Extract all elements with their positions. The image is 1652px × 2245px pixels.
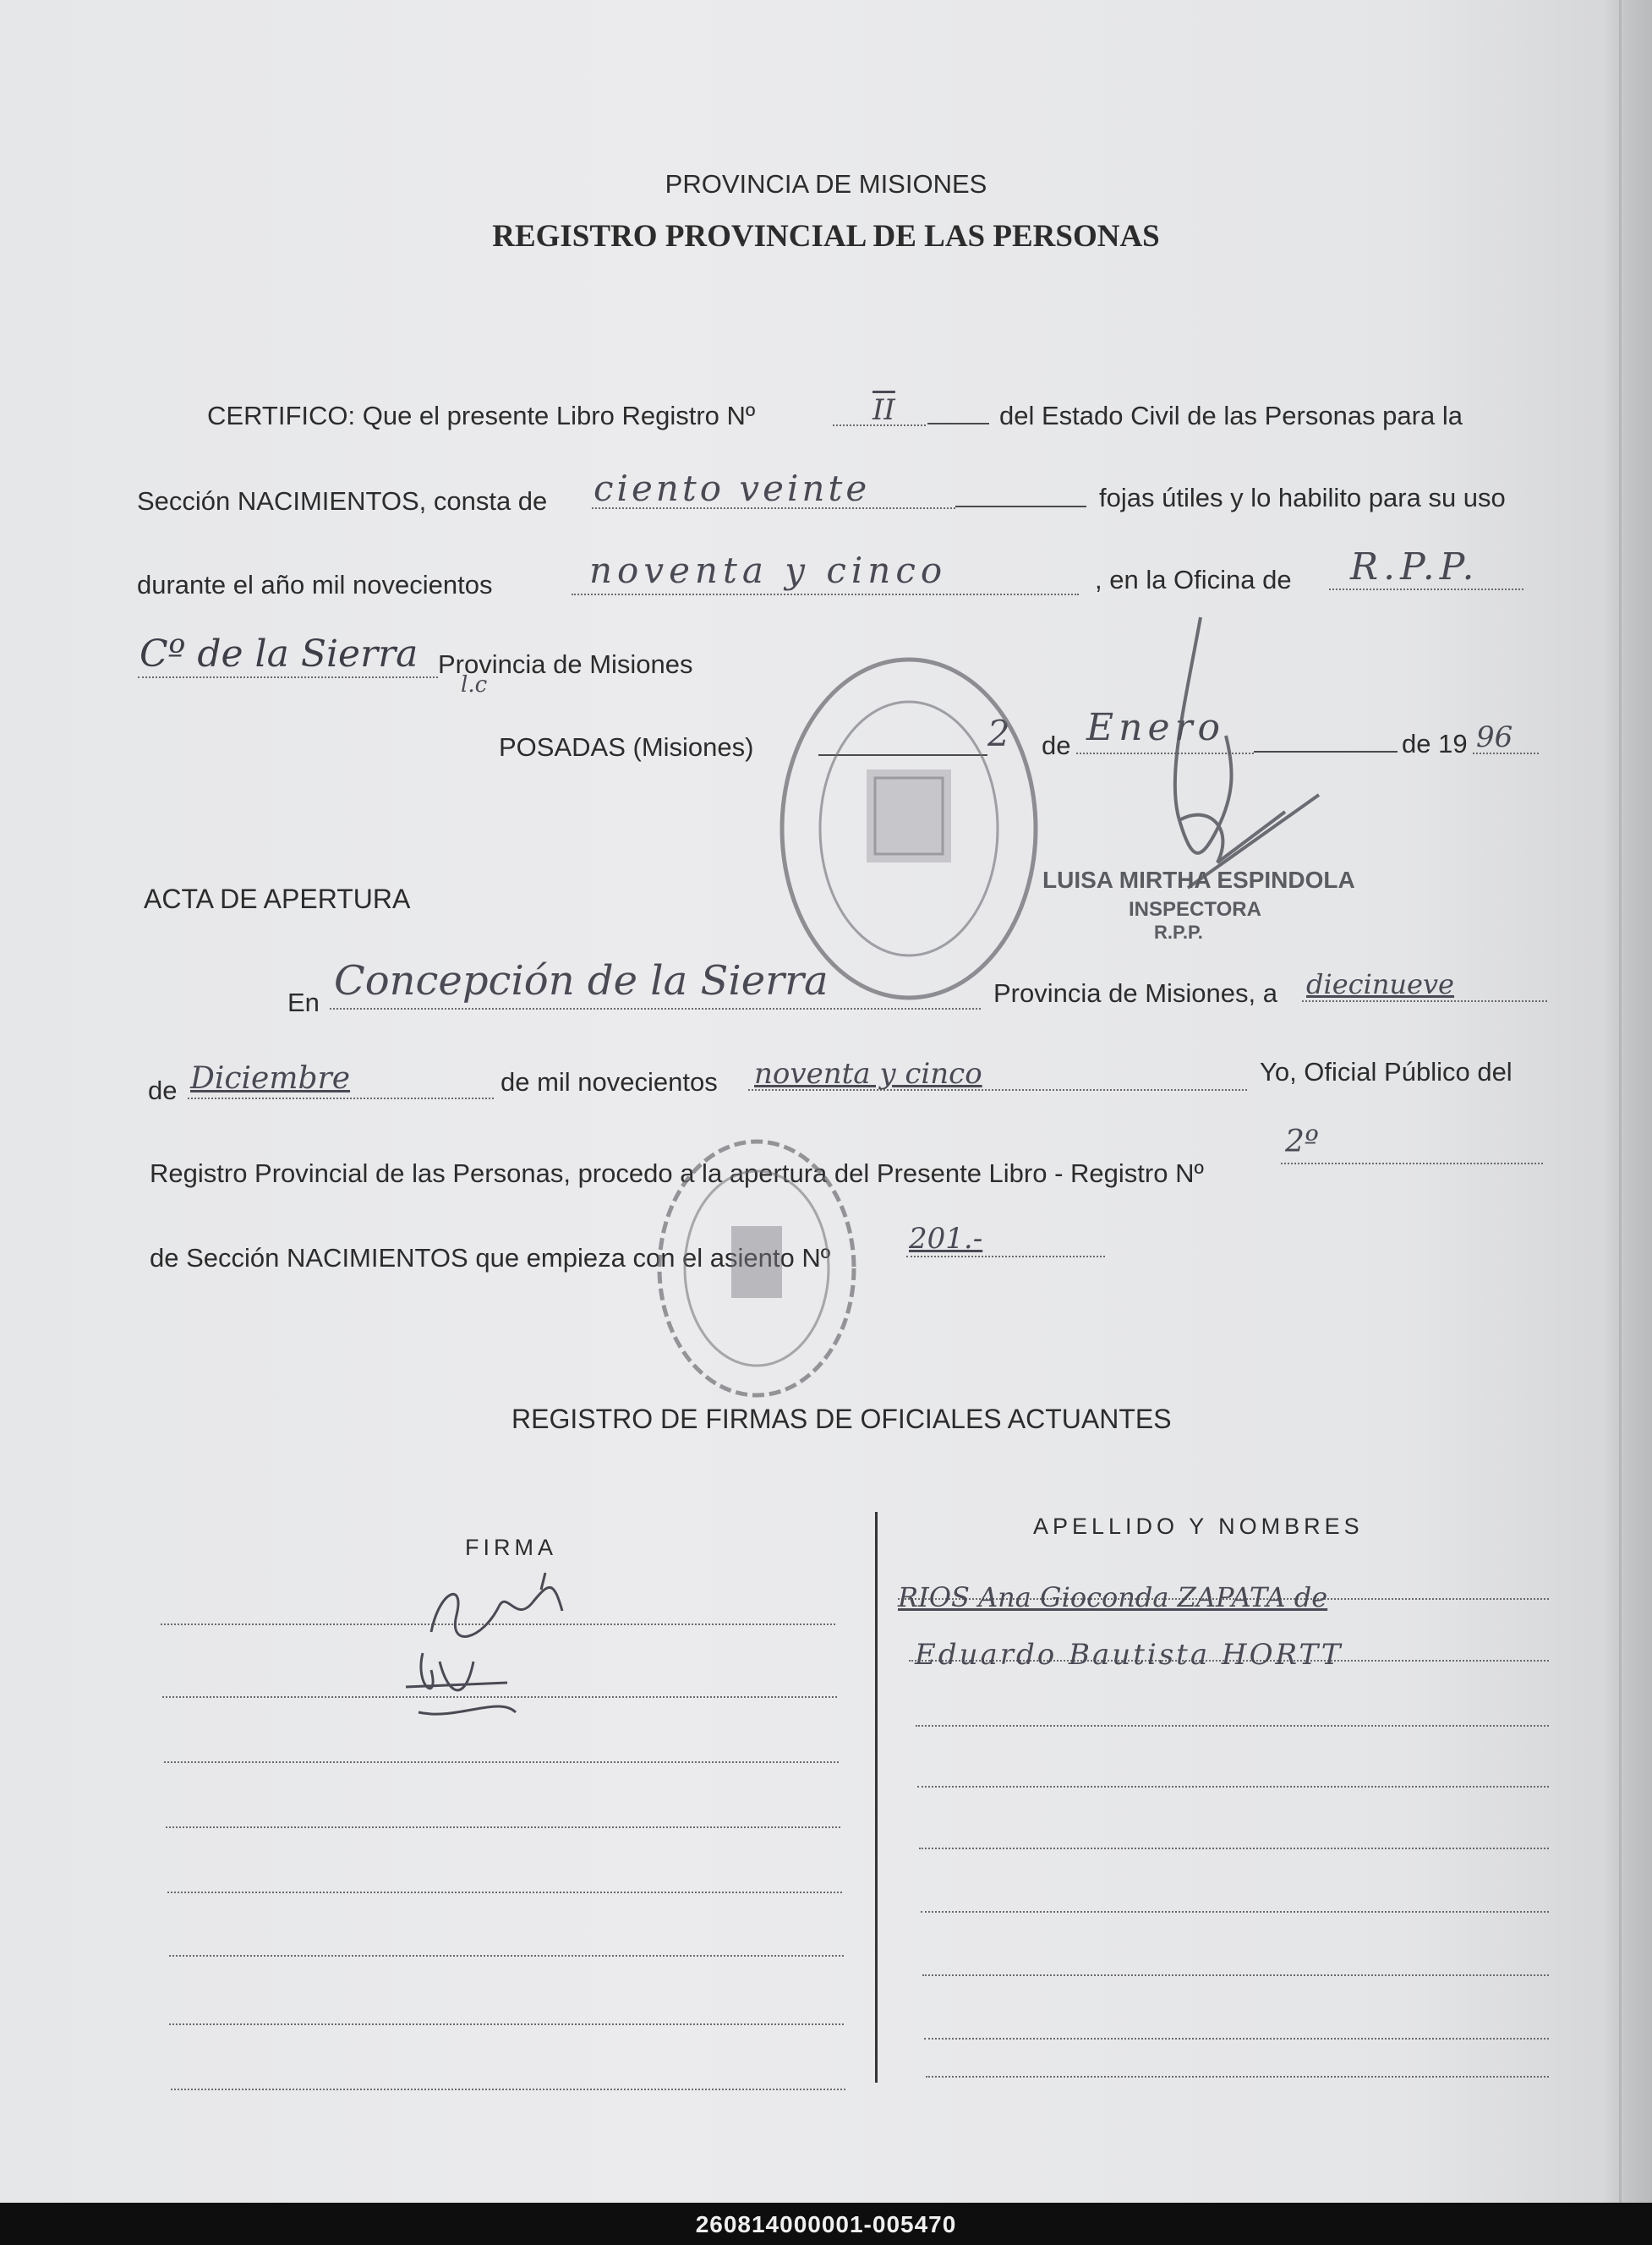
cert-line2-suffix: fojas útiles y lo habilito para su uso bbox=[1099, 483, 1506, 512]
names-row-3 bbox=[916, 1725, 1549, 1727]
acta-officer-label: Yo, Oficial Público del bbox=[1260, 1057, 1513, 1087]
locality-value: Cº de la Sierra bbox=[139, 632, 418, 676]
acta-en-label: En bbox=[287, 988, 320, 1017]
acta-line4: de Sección NACIMIENTOS que empieza con el asiento Nº bbox=[150, 1243, 831, 1273]
names-row-1-value: RIOS Ana Gioconda ZAPATA de bbox=[898, 1581, 1328, 1613]
acta-month-line bbox=[188, 1098, 494, 1099]
year-suffix-value: 96 bbox=[1476, 720, 1513, 754]
acta-year-value: noventa y cinco bbox=[754, 1057, 982, 1091]
office-round-stamp bbox=[643, 1125, 871, 1412]
acta-title: ACTA DE APERTURA bbox=[144, 884, 411, 914]
month-value: Enero bbox=[1086, 706, 1226, 749]
acta-book-value: 2º bbox=[1285, 1125, 1319, 1159]
firma-signature-2 bbox=[372, 1636, 541, 1729]
year-words-value: noventa y cinco bbox=[589, 550, 948, 591]
signatures-title: REGISTRO DE FIRMAS DE OFICIALES ACTUANTES bbox=[511, 1404, 1172, 1434]
firma-row-7 bbox=[169, 2023, 844, 2025]
office-value: R.P.P. bbox=[1350, 545, 1480, 589]
folios-line-solid bbox=[955, 506, 1086, 507]
col-names-header: APELLIDO Y NOMBRES bbox=[1033, 1514, 1364, 1539]
office-line bbox=[1329, 589, 1523, 590]
acta-month-value: Diciembre bbox=[190, 1061, 351, 1096]
cert-line1-prefix: CERTIFICO: Que el presente Libro Registro Nº bbox=[207, 401, 756, 430]
book-number-line-solid bbox=[927, 423, 989, 424]
cert-line1-suffix: del Estado Civil de las Personas para la bbox=[999, 401, 1463, 430]
book-number-value: $\overline{II}$ bbox=[872, 393, 895, 427]
year-prefix-label: de 19 bbox=[1402, 729, 1468, 758]
folios-value: ciento veinte bbox=[594, 468, 871, 509]
acta-place-line bbox=[330, 1008, 981, 1010]
names-row-6 bbox=[921, 1911, 1549, 1913]
firma-row-5 bbox=[167, 1892, 842, 1893]
acta-day-line bbox=[1302, 1000, 1547, 1002]
acta-book-line bbox=[1281, 1163, 1543, 1164]
names-row-8 bbox=[924, 2038, 1549, 2040]
acta-place-value: Concepción de la Sierra bbox=[334, 957, 829, 1005]
cert-line3-mid: , en la Oficina de bbox=[1095, 565, 1292, 594]
locality-note: l.c bbox=[461, 672, 488, 698]
inspector-org: R.P.P. bbox=[1154, 922, 1203, 943]
names-row-5 bbox=[919, 1848, 1549, 1849]
names-row-2-value: Eduardo Bautista HORTT bbox=[915, 1638, 1343, 1672]
names-row-4 bbox=[917, 1786, 1549, 1788]
cert-line2-prefix: Sección NACIMIENTOS, consta de bbox=[137, 486, 548, 516]
firma-row-6 bbox=[169, 1955, 844, 1957]
names-row-9 bbox=[926, 2076, 1549, 2078]
acta-line3: Registro Provincial de las Personas, procedo a la apertura del Presente Libro - Registro Nº bbox=[150, 1158, 1204, 1188]
firma-row-4 bbox=[166, 1826, 840, 1828]
col-firma-header: FIRMA bbox=[465, 1535, 557, 1560]
locality-line bbox=[138, 676, 438, 678]
acta-mil-label: de mil novecientos bbox=[501, 1067, 718, 1097]
acta-entry-line bbox=[906, 1256, 1105, 1257]
firma-row-8 bbox=[171, 2089, 845, 2090]
column-divider bbox=[875, 1512, 878, 2083]
acta-de-label: de bbox=[148, 1076, 178, 1105]
inspector-name: LUISA MIRTHA ESPINDOLA bbox=[1042, 867, 1355, 893]
acta-province-label: Provincia de Misiones, a bbox=[993, 978, 1277, 1008]
firma-row-3 bbox=[164, 1761, 839, 1763]
province-heading: PROVINCIA DE MISIONES bbox=[665, 169, 987, 199]
document-id: 260814000001-005470 bbox=[695, 2211, 957, 2237]
registry-heading: REGISTRO PROVINCIAL DE LAS PERSONAS bbox=[492, 219, 1160, 254]
cert-line3-prefix: durante el año mil novecientos bbox=[137, 570, 493, 600]
page-edge-line bbox=[1619, 0, 1622, 2203]
page-edge bbox=[1601, 0, 1652, 2203]
year-line bbox=[1473, 753, 1539, 754]
acta-entry-value: 201.- bbox=[909, 1222, 983, 1256]
names-row-7 bbox=[922, 1974, 1549, 1976]
year-words-line bbox=[572, 594, 1079, 595]
inspector-title: INSPECTORA bbox=[1129, 898, 1261, 921]
day-value: 2 bbox=[987, 713, 1010, 754]
date-de-label: de bbox=[1042, 731, 1071, 760]
cert-line4-suffix: Provincia de Misiones bbox=[438, 649, 693, 679]
acta-day-value: diecinueve bbox=[1306, 968, 1454, 1000]
place-label: POSADAS (Misiones) bbox=[499, 732, 754, 762]
